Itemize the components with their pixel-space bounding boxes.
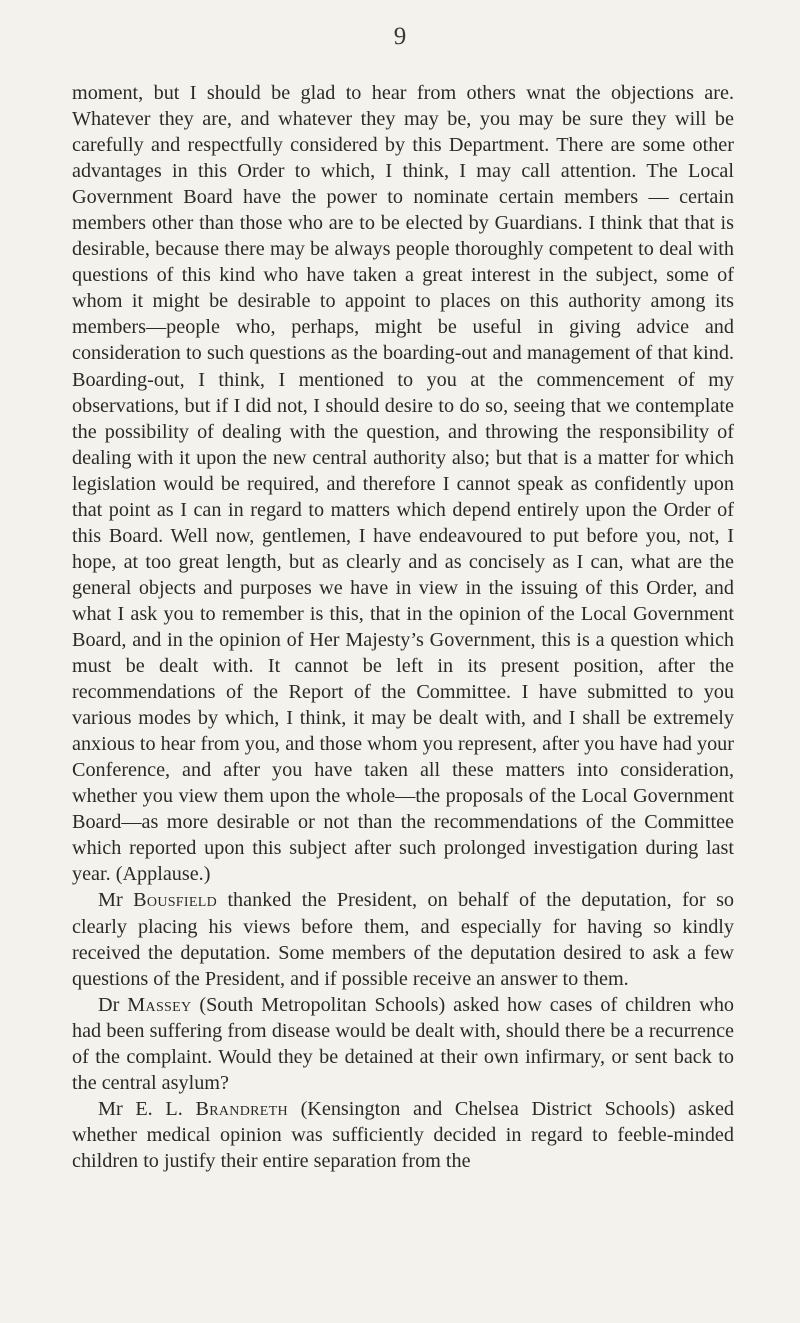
speaker-name: Brandreth xyxy=(195,1097,288,1120)
paragraph-text: (Kensington and Chelsea District Schools) asked whether medical opinion was sufficiently decided in regard to feeble-minded children to justify their entire separation from the xyxy=(72,1097,735,1172)
paragraph-brandreth xyxy=(72,1096,734,1174)
speaker-title: Dr xyxy=(98,993,120,1016)
speaker-name: Massey xyxy=(127,993,192,1016)
speaker-title: Mr xyxy=(98,889,123,912)
paragraph-president-speech: moment, but I should be glad to hear from others wnat the objections are. Whatever they are, and whatever they may be, you may be sure they will be carefully and respectfully considered by this Department. There are some other advantages in this Order to which, I think, I may call attention. The Local Government Board have the power to nominate certain members — certain members other than those who are to be elected by Guardians. I think that that is desirable, because there may be always people thoroughly competent to deal with questions of this kind who have taken a great interest in the subject, some of whom it might be desirable to appoint to places on this authority among its members—people who, perhaps, might be useful in giving advice and consideration to such questions as the boarding-out and management of that kind. Boarding-out, I think, I mentioned to you at the commencement of my observations, but if I did not, I should desire to do so, seeing that we contemplate the possibility of dealing with the question, and throwing the responsibility of dealing with it upon the new central authority also; but that is a matter for which legislation would be required, and therefore I cannot speak as confidently upon that point as I can in regard to matters which depend entirely upon the Order of this Board. Well now, gentlemen, I have endeavoured to put before you, not, I hope, at too great length, but as clearly and as concisely as I can, what are the general objects and purposes we have in view in the issuing of this Order, and what I ask you to remember is this, that in the opinion of the Local Government Board, and in the opinion of Her Majesty’s Government, this is a question which must be dealt with. It cannot be left in its present position, after the recommendations of the Report of the Committee. I have submitted to you various modes by which, I think, it may be dealt with, and I shall be extremely anxious to hear from you, and those whom you represent, after you have had your Conference, and after you have taken all these matters into consideration, whether you view them upon the whole—the proposals of the Local Government Board—as more desirable or not than the recommendations of the Committee which reported upon this subject after such prolonged investigation during last year. (Applause.) xyxy=(72,82,734,886)
paragraph-massey xyxy=(72,992,734,1096)
speaker-name: Bousfield xyxy=(133,889,217,912)
paragraph-text: thanked the President, on behalf of the deputation, for so clearly placing his views before them, and especially for having so kindly received the deputation. Some members of the deputation desired to ask a few questions of the President, and if possible receive an answer to them. xyxy=(72,889,735,990)
speaker-title: Mr E. L. xyxy=(98,1097,183,1120)
paragraph-text: (South Metropolitan Schools) asked how cases of children who had been suffering from disease would be dealt with, should there be a recurrence of the complaint. Would they be detained at their own infirmary, or sent back to the central asylum? xyxy=(72,993,735,1094)
body-text xyxy=(72,80,734,1174)
page-number: 9 xyxy=(393,23,407,50)
paragraph-bousfield xyxy=(72,887,734,991)
